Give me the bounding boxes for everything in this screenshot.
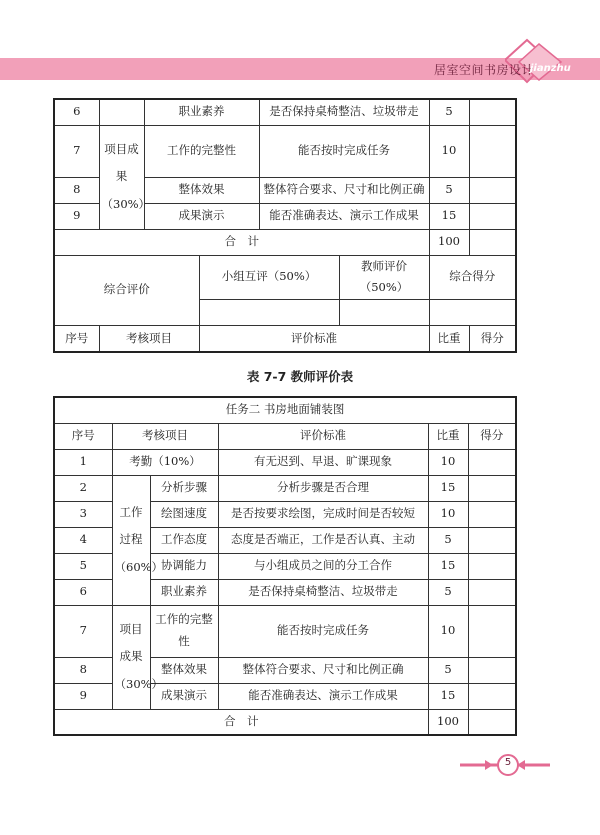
cell-no: 8	[54, 177, 99, 203]
cell-item: 职业素养	[144, 99, 259, 125]
cell-score	[468, 501, 516, 527]
cell-score	[468, 579, 516, 605]
cell-item: 整体效果	[150, 657, 218, 683]
cell-score	[468, 683, 516, 709]
cell-score	[469, 229, 516, 255]
cell-item: 分析步骤	[150, 475, 218, 501]
header-standard: 评价标准	[199, 326, 429, 352]
evaluation-table-continued	[53, 98, 517, 353]
cell-score	[468, 527, 516, 553]
cell-standard: 整体符合要求、尺寸和比例正确	[259, 177, 429, 203]
cell-weight: 10	[428, 501, 468, 527]
cell-score	[468, 709, 516, 735]
cell-item: 工作态度	[150, 527, 218, 553]
cell-no: 7	[54, 125, 99, 177]
total-label: 合 计	[54, 229, 429, 255]
cell-standard: 能否按时完成任务	[218, 605, 428, 657]
cell-weight: 5	[428, 579, 468, 605]
page-number: 5	[504, 757, 512, 768]
header-weight: 比重	[428, 423, 468, 449]
cell-empty	[99, 99, 144, 125]
cell-weight: 15	[429, 203, 469, 229]
overall-score-value	[429, 300, 516, 326]
chapter-tag: jianzhu	[530, 63, 571, 74]
cell-weight: 5	[428, 657, 468, 683]
cell-standard: 整体符合要求、尺寸和比例正确	[218, 657, 428, 683]
header-row	[54, 423, 516, 449]
chapter-title: 居室空间书房设计	[434, 63, 535, 77]
overall-score-label: 综合得分	[429, 255, 516, 300]
cell-item: 成果演示	[144, 203, 259, 229]
cell-score	[468, 657, 516, 683]
cell-standard: 态度是否端正，工作是否认真、主动	[218, 527, 428, 553]
teacher-evaluation-table	[53, 396, 517, 736]
cell-score	[468, 553, 516, 579]
cell-weight: 5	[429, 177, 469, 203]
cell-no: 6	[54, 99, 99, 125]
table-row	[54, 475, 516, 501]
cell-score	[468, 475, 516, 501]
cell-group: 项目成果（30%）	[112, 605, 150, 709]
cell-standard: 有无迟到、早退、旷课现象	[218, 449, 428, 475]
cell-no: 2	[54, 475, 112, 501]
cell-score	[468, 605, 516, 657]
cell-standard: 能否按时完成任务	[259, 125, 429, 177]
cell-standard: 能否准确表达、演示工作成果	[218, 683, 428, 709]
cell-no: 4	[54, 527, 112, 553]
header-weight: 比重	[429, 326, 469, 352]
cell-item: 整体效果	[144, 177, 259, 203]
cell-weight: 5	[429, 99, 469, 125]
cell-no: 3	[54, 501, 112, 527]
peer-eval-value	[199, 300, 339, 326]
cell-standard: 与小组成员之间的分工合作	[218, 553, 428, 579]
cell-weight: 10	[429, 125, 469, 177]
cell-group: 项目成果（30%）	[99, 125, 144, 229]
cell-group: 工作过程（60%）	[112, 475, 150, 605]
table-row	[54, 449, 516, 475]
cell-item: 工作的完整性	[144, 125, 259, 177]
total-row	[54, 709, 516, 735]
teacher-eval-value	[339, 300, 429, 326]
cell-no: 7	[54, 605, 112, 657]
header-no: 序号	[54, 326, 99, 352]
cell-standard: 是否保持桌椅整洁、垃圾带走	[218, 579, 428, 605]
cell-score	[469, 125, 516, 177]
task-title: 任务二 书房地面铺装图	[54, 397, 516, 423]
cell-no: 5	[54, 553, 112, 579]
cell-item: 协调能力	[150, 553, 218, 579]
cell-no: 1	[54, 449, 112, 475]
cell-standard: 是否按要求绘图，完成时间是否较短	[218, 501, 428, 527]
cell-standard: 分析步骤是否合理	[218, 475, 428, 501]
cell-score	[469, 99, 516, 125]
header-score: 得分	[469, 326, 516, 352]
task-title-row	[54, 397, 516, 423]
cell-item: 考勤（10%）	[112, 449, 218, 475]
cell-item: 绘图速度	[150, 501, 218, 527]
header-score: 得分	[468, 423, 516, 449]
cell-score	[469, 203, 516, 229]
cell-weight: 10	[428, 605, 468, 657]
cell-score	[469, 177, 516, 203]
total-value: 100	[429, 229, 469, 255]
cell-score	[468, 449, 516, 475]
total-value: 100	[428, 709, 468, 735]
header-standard: 评价标准	[218, 423, 428, 449]
cell-weight: 15	[428, 683, 468, 709]
cell-no: 9	[54, 683, 112, 709]
cell-standard: 能否准确表达、演示工作成果	[259, 203, 429, 229]
cell-no: 8	[54, 657, 112, 683]
cell-no: 9	[54, 203, 99, 229]
cell-no: 6	[54, 579, 112, 605]
table-caption: 表 7-7 教师评价表	[246, 369, 354, 384]
total-label: 合 计	[54, 709, 428, 735]
cell-standard: 是否保持桌椅整洁、垃圾带走	[259, 99, 429, 125]
total-row	[54, 229, 516, 255]
peer-eval-label: 小组互评（50%）	[199, 255, 339, 300]
cell-item: 职业素养	[150, 579, 218, 605]
cell-weight: 10	[428, 449, 468, 475]
cell-item: 成果演示	[150, 683, 218, 709]
header-no: 序号	[54, 423, 112, 449]
summary-row	[54, 255, 516, 300]
cell-weight: 5	[428, 527, 468, 553]
footer-header-row	[54, 326, 516, 352]
cell-weight: 15	[428, 475, 468, 501]
cell-weight: 15	[428, 553, 468, 579]
header-item: 考核项目	[112, 423, 218, 449]
cell-item: 工作的完整性	[150, 605, 218, 657]
header-item: 考核项目	[99, 326, 199, 352]
summary-label: 综合评价	[54, 255, 199, 326]
table-row	[54, 605, 516, 657]
teacher-eval-label: 教师评价（50%）	[339, 255, 429, 300]
table-row	[54, 125, 516, 177]
table-row	[54, 99, 516, 125]
